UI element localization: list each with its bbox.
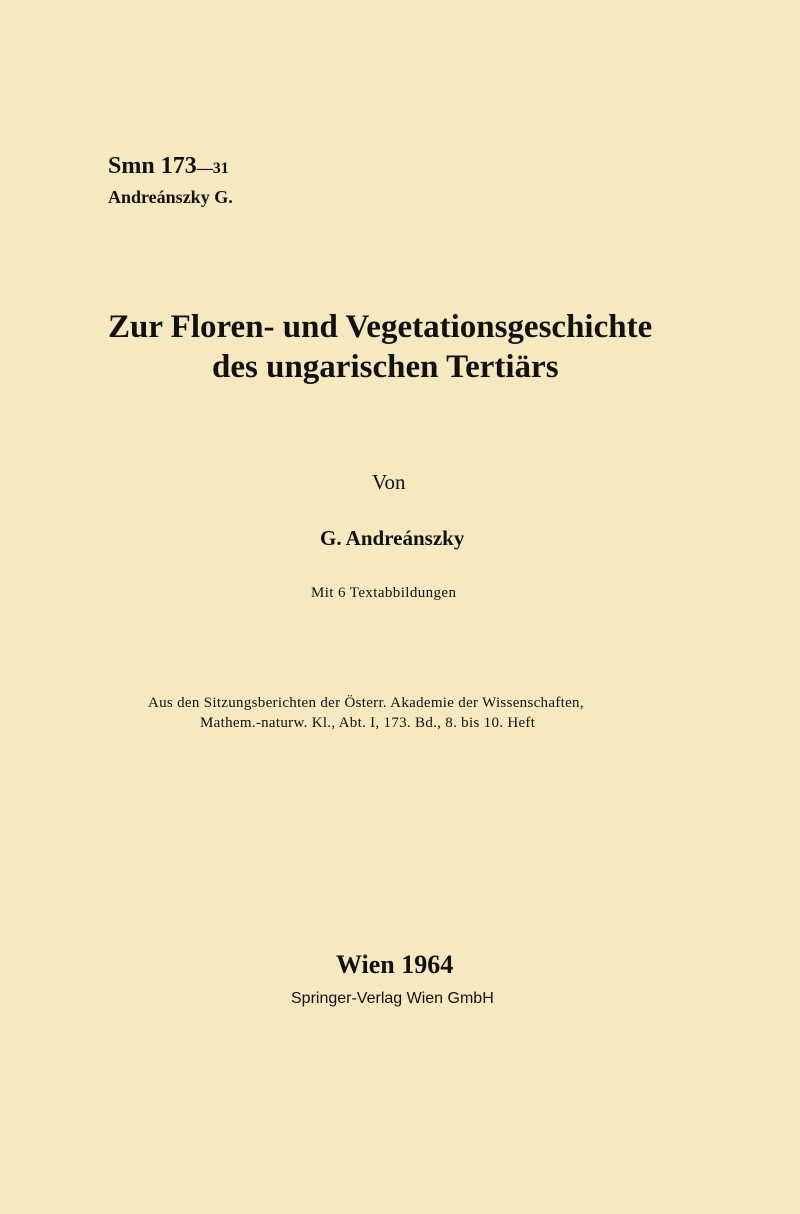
title-line-2: des ungarischen Tertiärs — [212, 349, 559, 385]
place-year: Wien 1964 — [336, 950, 454, 979]
source-line-1: Aus den Sitzungsberichten der Österr. Akademie der Wissenschaften, — [148, 695, 584, 711]
author-name: G. Andreánszky — [320, 526, 465, 550]
byline-von: Von — [372, 470, 406, 494]
source-line-2: Mathem.-naturw. Kl., Abt. I, 173. Bd., 8. bis 10. Heft — [200, 715, 536, 731]
publisher: Springer-Verlag Wien GmbH — [291, 990, 494, 1007]
series-code — [108, 152, 229, 183]
series-code-suffix: —31 — [196, 160, 229, 177]
figures-note: Mit 6 Textabbildungen — [311, 585, 457, 601]
series-code-main: Smn 173 — [108, 153, 197, 179]
series-author: Andreánszky G. — [108, 187, 233, 207]
title-line-1: Zur Floren- und Vegetationsgeschichte — [108, 309, 653, 345]
